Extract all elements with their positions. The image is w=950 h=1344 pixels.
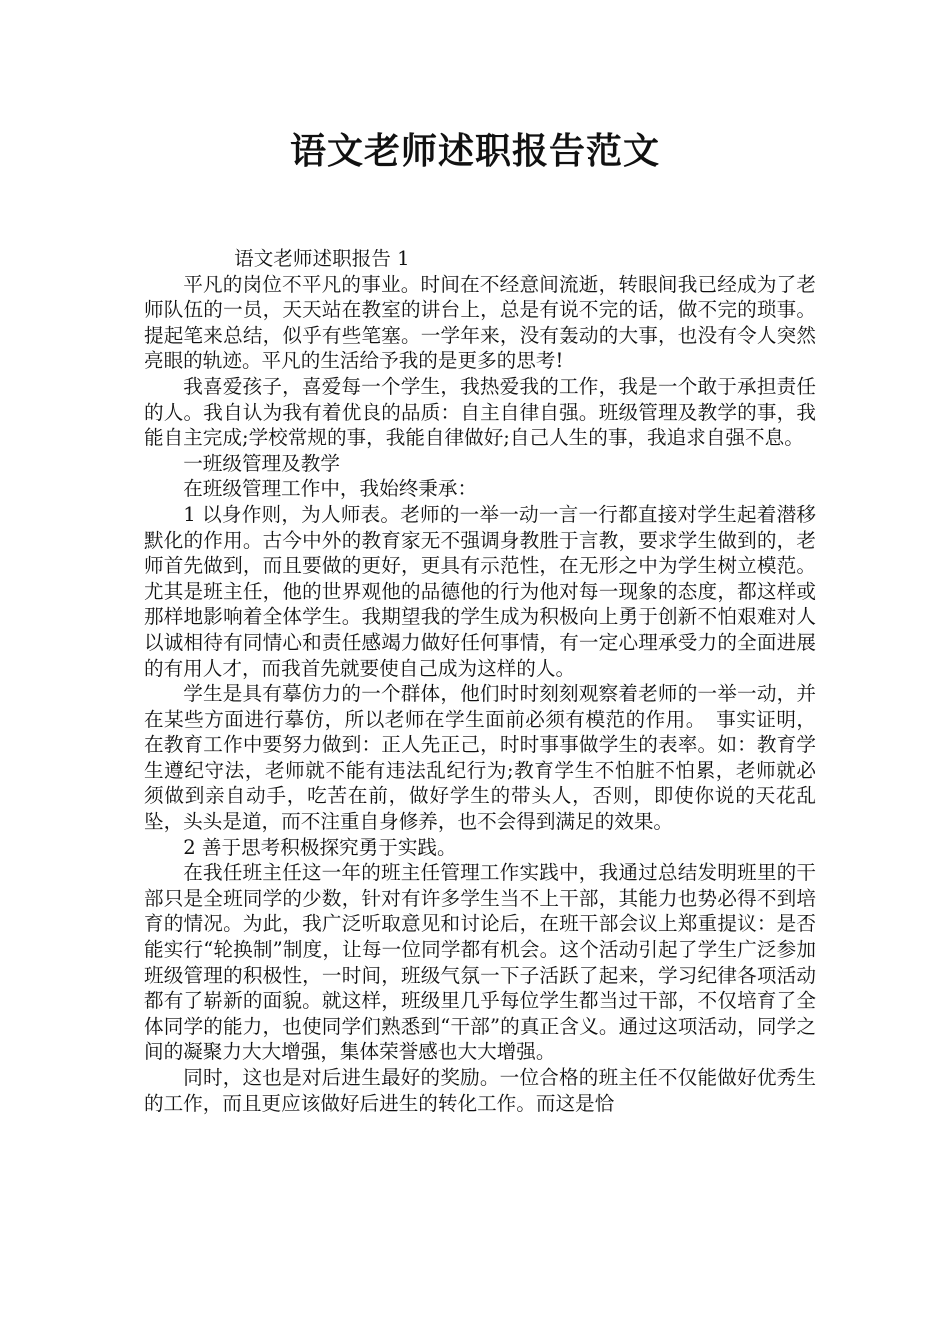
paragraph: 学生是具有摹仿力的一个群体，他们时时刻刻观察着老师的一举一动，并在某些方面进行摹仿，所以老师在学生面前必须有模范的作用。 事实证明，在教育工作中要努力做到：正人先正己，时时事事做学生的表率。如：教育学生遵纪守法，老师就不能有违法乱纪行为;教育学生不怕脏不怕累，老师就必须做到亲自动手，吃苦在前，做好学生的带头人，否则，即使你说的天花乱坠，头头是道，而不注重自身修养，也不会得到满足的效果。 <box>144 682 816 834</box>
section-heading: 2 善于思考积极探究勇于实践。 <box>183 835 457 859</box>
paragraph: 同时，这也是对后进生最好的奖励。一位合格的班主任不仅能做好优秀生的工作，而且更应该做好后进生的转化工作。而这是恰 <box>144 1066 816 1115</box>
paragraph: 平凡的岗位不平凡的事业。时间在不经意间流逝，转眼间我已经成为了老师队伍的一员，天天站在教室的讲台上，总是有说不完的话，做不完的琐事。提起笔来总结，似乎有些笔塞。一学年来，没有轰动的大事，也没有令人突然亮眼的轨迹。平凡的生活给予我的是更多的思考! <box>144 272 816 373</box>
document-body <box>144 246 816 1116</box>
report-heading: 语文老师述职报告 1 <box>234 247 410 270</box>
paragraph: 在班级管理工作中，我始终秉承： <box>183 477 478 501</box>
section-heading: 一班级管理及教学 <box>183 451 340 475</box>
document-title: 语文老师述职报告范文 <box>289 131 660 172</box>
paragraph: 在我任班主任这一年的班主任管理工作实践中，我通过总结发明班里的干部只是全班同学的少数，针对有许多学生当不上干部，其能力也势必得不到培育的情况。为此，我广泛听取意见和讨论后，在班干部会议上郑重提议：是否能实行“轮换制”制度，让每一位同学都有机会。这个活动引起了学生广泛参加班级管理的积极性，一时间，班级气氛一下子活跃了起来，学习纪律各项活动都有了崭新的面貌。就这样，班级里几乎每位学生都当过干部，不仅培育了全体同学的能力，也使同学们熟悉到“干部”的真正含义。通过这项活动，同学之间的凝聚力大大增强，集体荣誉感也大大增强。 <box>144 861 816 1064</box>
paragraph: 1 以身作则，为人师表。老师的一举一动一言一行都直接对学生起着潜移默化的作用。古今中外的教育家无不强调身教胜于言教，要求学生做到的，老师首先做到，而且要做的更好，更具有示范性，在无形之中为学生树立模范。尤其是班主任，他的世界观他的品德他的行为他对每一现象的态度，都这样或那样地影响着全体学生。我期望我的学生成为积极向上勇于创新不怕艰难对人以诚相待有同情心和责任感竭力做好任何事情，有一定心理承受力的全面进展的有用人才，而我首先就要使自己成为这样的人。 <box>144 502 816 680</box>
paragraph: 我喜爱孩子，喜爱每一个学生，我热爱我的工作，我是一个敢于承担责任的人。我自认为我有着优良的品质：自主自律自强。班级管理及教学的事，我能自主完成;学校常规的事，我能自律做好;自己人生的事，我追求自强不息。 <box>144 374 816 450</box>
